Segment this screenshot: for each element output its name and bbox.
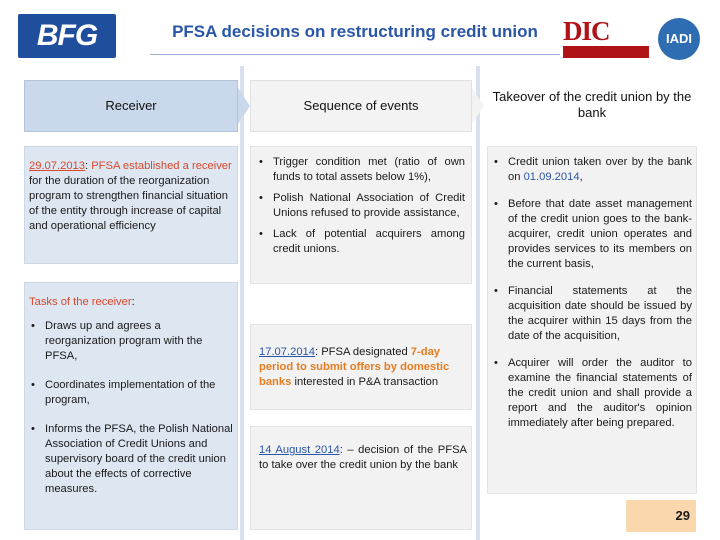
bullet-icon: • [31,423,35,435]
bullet-icon: • [259,156,263,168]
list-item: • Trigger condition met (ratio of own funds to total assets below 1%), [259,156,465,183]
bfg-logo [18,14,116,58]
event-1-text: 17.07.2014: PFSA designated 7-day period to submit offers by domestic banks interested in P&A transaction [259,346,450,388]
bullet-icon: • [494,198,498,210]
event-2-text: 14 August 2014: – decision of the PFSA to take over the credit union by the bank [259,444,468,471]
receiver-body: for the duration of the reorganization program to strengthen financial situation of the entity through increase of capital and operational efficiency [29,175,229,232]
bullet-icon: • [259,228,263,240]
iadi-logo [658,18,700,60]
bfg-logo-text: BFG [36,19,98,52]
bullet-icon: • [31,379,35,391]
takeover-date: 01.09.2014 [523,171,580,183]
bullet-icon: • [494,156,498,168]
receiver-heading: Receiver [105,98,157,113]
dic-logo-bar [563,46,649,58]
arrow-right-icon [238,88,250,124]
bullet-icon: • [494,285,498,297]
sequence-list [257,155,465,265]
event-2-date: 14 August 2014 [259,444,340,456]
arrow-right-icon [472,88,484,124]
page-number-box [626,500,696,532]
event-1-highlight: 7-day period to submit offers by domestic banks [259,346,450,388]
takeover-heading-box [487,80,697,132]
column-divider-right [476,66,480,540]
list-item: • Lack of potential acquirers among credit unions. [259,228,465,255]
title-divider [150,54,560,55]
tasks-list [29,319,233,505]
receiver-panel [24,146,238,264]
event-panel-2 [250,426,472,530]
takeover-heading: Takeover of the credit union by the bank [492,89,692,120]
column-divider-left [240,66,244,540]
list-item: • Financial statements at the acquisition date should be issued by the acquirer within 15 days from the date of the acquisition, [494,285,692,342]
bullet-icon: • [31,320,35,332]
tasks-panel [24,282,238,530]
tasks-heading: Tasks of the receiver: [29,296,135,308]
sequence-heading-box [250,80,472,132]
list-item: • Before that date asset management of the credit union goes to the bank-acquirer, credit union operates and provides services to its members on the current basis, [494,198,692,270]
list-item: • Draws up and agrees a reorganization program with the PFSA, [31,320,203,362]
event-1-date: 17.07.2014 [259,346,315,358]
list-item: • Coordinates implementation of the program, [31,379,216,406]
bullet-icon: • [494,357,498,369]
receiver-date: 29.07.2013 [29,160,85,172]
list-item: • Acquirer will order the auditor to examine the financial statements of the credit union and shall provide a report and the auditor's opinion immediately after being prepared. [494,357,692,429]
list-item: • Informs the PFSA, the Polish National Association of Credit Unions and supervisory board of the credit union about the effects of corrective measures. [31,423,233,495]
iadi-logo-text: IADI [666,31,692,46]
page-number: 29 [675,508,690,523]
event-panel-1 [250,324,472,410]
sequence-heading: Sequence of events [303,98,419,113]
list-item: • Credit union taken over by the bank on 01.09.2014, [494,156,692,183]
tasks-heading-text: Tasks of the receiver [29,296,132,308]
takeover-panel [487,146,697,494]
header [0,0,720,66]
takeover-list [492,155,692,439]
receiver-highlight: PFSA established a receiver [91,160,232,172]
receiver-description: 29.07.2013: PFSA established a receiver for the duration of the reorganization program to strengthen financial situation of the entity through increase of capital and operational efficiency [29,160,232,232]
receiver-heading-box [24,80,238,132]
dic-logo [563,18,649,58]
sequence-panel [250,146,472,284]
bullet-icon: • [259,192,263,204]
dic-logo-text: DIC [563,16,610,46]
page-title: PFSA decisions on restructuring credit union [172,22,538,41]
list-item: • Polish National Association of Credit Unions refused to provide assistance, [259,192,465,219]
